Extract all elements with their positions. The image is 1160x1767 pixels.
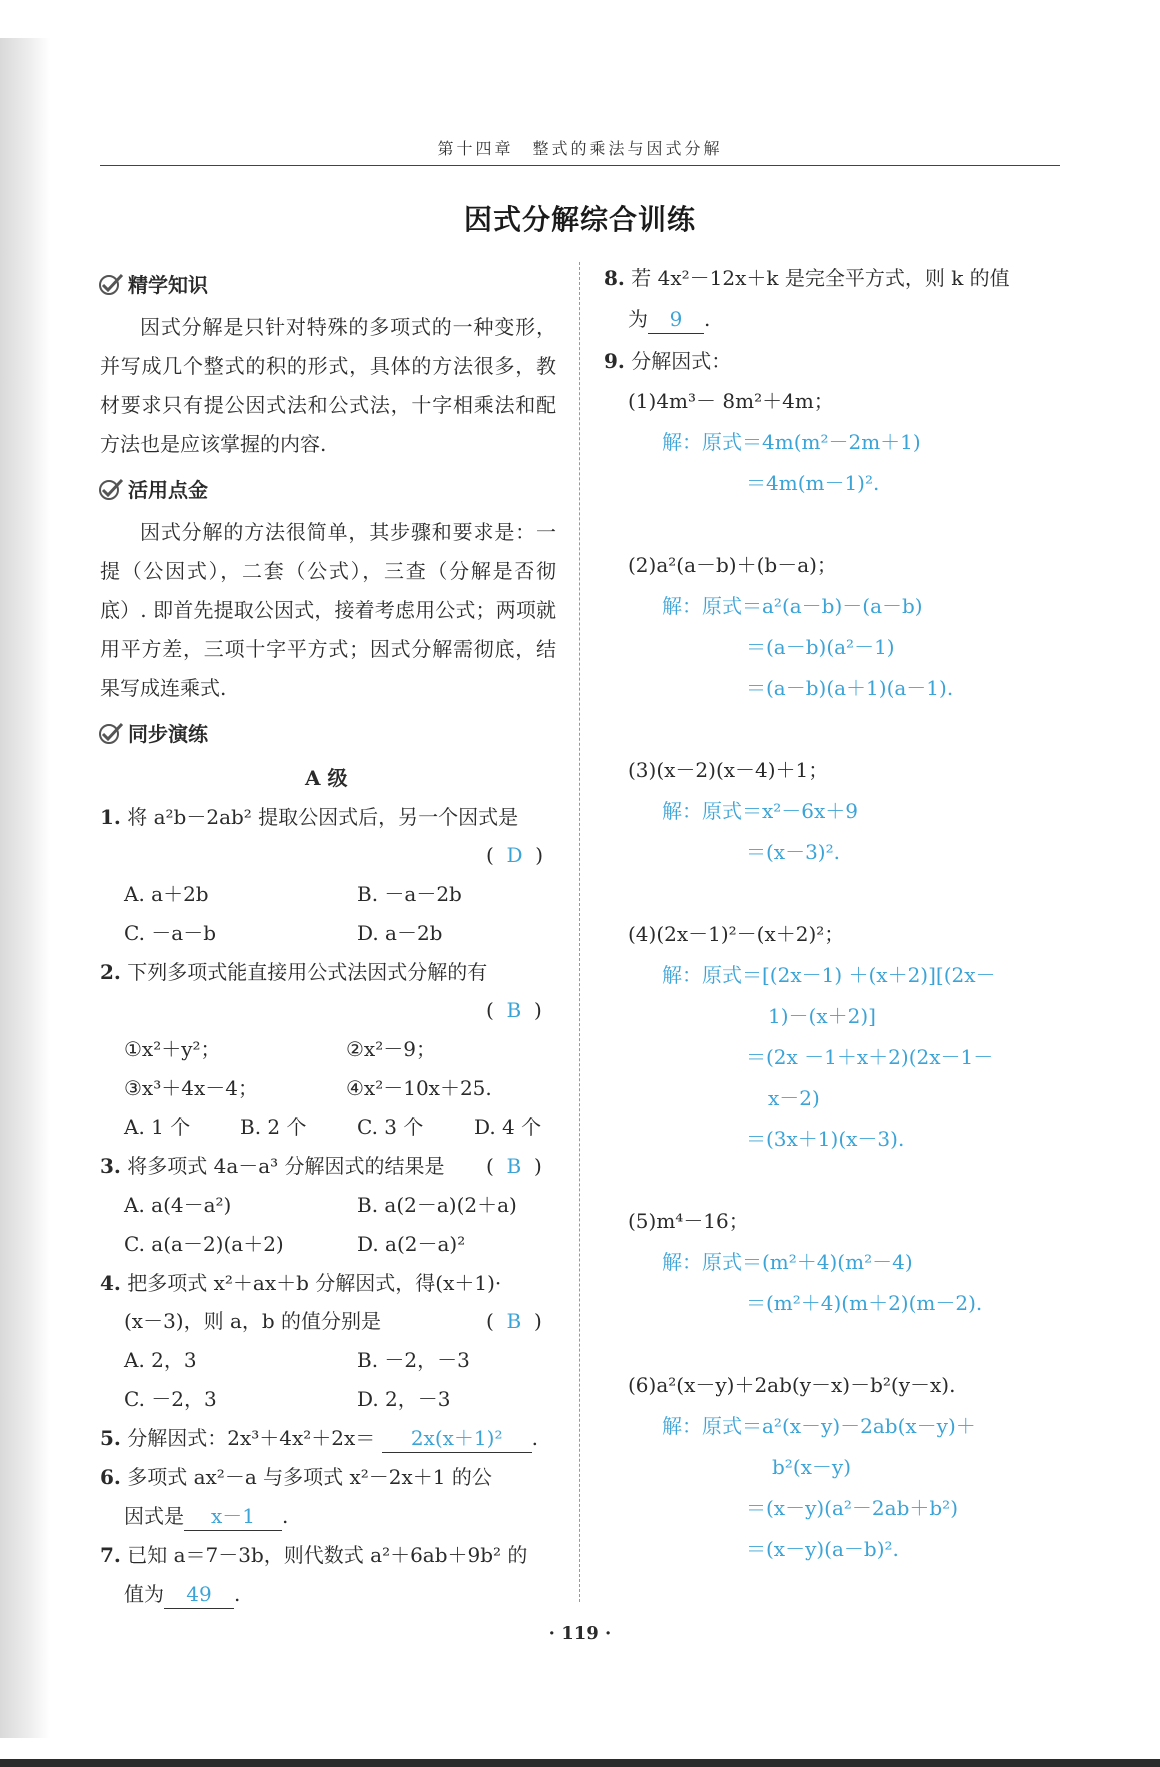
check-badge-icon bbox=[98, 477, 124, 501]
q4-answer: B bbox=[506, 1309, 522, 1333]
section-practice-heading: 同步演练 bbox=[98, 718, 208, 747]
q9-part-4-step: 1)－(x＋2)] bbox=[768, 1004, 876, 1028]
question-6-line-2: 因式是 x－1 . bbox=[124, 1502, 288, 1531]
q2-answer-bracket: ( B ) bbox=[486, 998, 542, 1022]
q9-part-3-step: ＝(x－3)². bbox=[746, 840, 840, 864]
section-tips-heading: 活用点金 bbox=[98, 474, 208, 503]
q9-part-3-solution: 解：原式＝x²－6x＋9 bbox=[662, 799, 859, 823]
question-9: 9. 分解因式： bbox=[604, 349, 732, 373]
question-4: 4. 把多项式 x²＋ax＋b 分解因式，得(x＋1)· bbox=[100, 1271, 502, 1295]
q9-part-6-step: b²(x－y) bbox=[772, 1455, 852, 1479]
q2-item-2: ②x²－9； bbox=[346, 1037, 436, 1061]
header-rule bbox=[100, 165, 1060, 166]
q4-option-d: D. 2，－3 bbox=[357, 1387, 451, 1411]
q3-option-d: D. a(2－a)² bbox=[357, 1232, 466, 1256]
q5-answer-blank: 2x(x＋1)² bbox=[382, 1424, 532, 1453]
tips-paragraph: 因式分解的方法很简单，其步骤和要求是：一提（公因式），二套（公式），三查（分解是否彻底）. 即首先提取公因式，接着考虑用公式；两项就用平方差，三项十字平方式；因式分解需彻底，结果写成连乘式. bbox=[100, 520, 556, 700]
q4-option-b: B. －2，－3 bbox=[357, 1348, 470, 1372]
q3-answer: B bbox=[506, 1154, 522, 1178]
check-badge-icon bbox=[98, 721, 124, 745]
q9-part-1-step: ＝4m(m－1)². bbox=[746, 471, 880, 495]
question-2: 2. 下列多项式能直接用公式法因式分解的有 bbox=[100, 960, 488, 984]
q1-option-c: C. －a－b bbox=[124, 921, 217, 945]
q2-answer: B bbox=[506, 998, 522, 1022]
q9-part-5-solution: 解：原式＝(m²＋4)(m²－4) bbox=[662, 1250, 913, 1274]
question-5: 5. 分解因式：2x³＋4x²＋2x＝ 2x(x＋1)² . bbox=[100, 1424, 538, 1453]
q2-option-d: D. 4 个 bbox=[474, 1115, 542, 1139]
check-badge-icon bbox=[98, 272, 124, 296]
question-8: 8. 若 4x²－12x＋k 是完全平方式，则 k 的值 bbox=[604, 266, 1010, 290]
q9-part-1: (1)4m³－ 8m²＋4m； bbox=[628, 389, 834, 413]
column-divider bbox=[579, 262, 580, 1602]
q9-part-6-step: ＝(x－y)(a²－2ab＋b²) bbox=[746, 1496, 959, 1520]
q4-option-a: A. 2，3 bbox=[124, 1348, 197, 1372]
q9-part-5-step: ＝(m²＋4)(m＋2)(m－2). bbox=[746, 1291, 983, 1315]
binding-shadow bbox=[0, 38, 50, 1738]
q9-part-2-step: ＝(a－b)(a²－1) bbox=[746, 635, 895, 659]
question-1: 1. 将 a²b－2ab² 提取公因式后，另一个因式是 bbox=[100, 805, 519, 829]
q9-part-2-solution: 解：原式＝a²(a－b)－(a－b) bbox=[662, 594, 923, 618]
q9-part-4-solution: 解：原式＝[(2x－1) ＋(x＋2)][(2x－ bbox=[662, 963, 996, 987]
q9-part-2: (2)a²(a－b)＋(b－a)； bbox=[628, 553, 837, 577]
knowledge-paragraph: 因式分解是只针对特殊的多项式的一种变形，并写成几个整式的积的形式，具体的方法很多，教材要求只有提公因式法和公式法，十字相乘法和配方法也是应该掌握的内容. bbox=[100, 315, 556, 456]
q3-answer-bracket: ( B ) bbox=[486, 1154, 542, 1178]
q9-part-4-step: ＝(2x －1＋x＋2)(2x－1－ bbox=[746, 1045, 994, 1069]
chapter-header: 第十四章 整式的乘法与因式分解 bbox=[437, 139, 723, 158]
question-6: 6. 多项式 ax²－a 与多项式 x²－2x＋1 的公 bbox=[100, 1465, 492, 1489]
q8-answer-blank: 9 bbox=[648, 305, 704, 334]
q9-part-6-solution: 解：原式＝a²(x－y)－2ab(x－y)＋ bbox=[662, 1414, 976, 1438]
q3-option-c: C. a(a－2)(a＋2) bbox=[124, 1232, 284, 1256]
q9-part-4-step: x－2) bbox=[768, 1086, 820, 1110]
question-4-line-2: (x－3)，则 a，b 的值分别是 bbox=[124, 1309, 382, 1333]
q1-option-d: D. a－2b bbox=[357, 921, 443, 945]
q9-part-4-step: ＝(3x＋1)(x－3). bbox=[746, 1127, 905, 1151]
q4-answer-bracket: ( B ) bbox=[486, 1309, 542, 1333]
question-7-line-2: 值为 49 . bbox=[124, 1580, 240, 1609]
q3-option-a: A. a(4－a²) bbox=[124, 1193, 232, 1217]
q1-answer: D bbox=[506, 843, 523, 867]
q6-answer-blank: x－1 bbox=[184, 1502, 282, 1531]
q9-part-1-solution: 解：原式＝4m(m²－2m＋1) bbox=[662, 430, 921, 454]
q9-part-6-step: ＝(x－y)(a－b)². bbox=[746, 1537, 899, 1561]
level-label: A 级 bbox=[305, 766, 348, 790]
q2-item-1: ①x²＋y²； bbox=[124, 1037, 221, 1061]
q9-part-2-step: ＝(a－b)(a＋1)(a－1). bbox=[746, 676, 954, 700]
q9-part-6: (6)a²(x－y)＋2ab(y－x)－b²(y－x). bbox=[628, 1373, 956, 1397]
q2-option-b: B. 2 个 bbox=[240, 1115, 307, 1139]
q1-answer-bracket: ( D ) bbox=[486, 843, 544, 867]
q2-option-a: A. 1 个 bbox=[124, 1115, 191, 1139]
q3-option-b: B. a(2－a)(2＋a) bbox=[357, 1193, 517, 1217]
question-3: 3. 将多项式 4a－a³ 分解因式的结果是 bbox=[100, 1154, 445, 1178]
q1-option-a: A. a＋2b bbox=[124, 882, 209, 906]
question-8-line-2: 为 9 . bbox=[628, 305, 710, 334]
question-7: 7. 已知 a＝7－3b，则代数式 a²＋6ab＋9b² 的 bbox=[100, 1543, 528, 1567]
q9-part-4: (4)(2x－1)²－(x＋2)²； bbox=[628, 922, 845, 946]
q9-part-3: (3)(x－2)(x－4)＋1； bbox=[628, 758, 829, 782]
q1-option-b: B. －a－2b bbox=[357, 882, 462, 906]
page-number: · 119 · bbox=[548, 1623, 612, 1644]
q2-option-c: C. 3 个 bbox=[357, 1115, 424, 1139]
page-title: 因式分解综合训练 bbox=[463, 203, 696, 236]
bottom-edge bbox=[0, 1759, 1160, 1767]
q2-item-3: ③x³＋4x－4； bbox=[124, 1076, 258, 1100]
q9-part-5: (5)m⁴－16； bbox=[628, 1209, 749, 1233]
section-knowledge-heading: 精学知识 bbox=[98, 269, 208, 298]
q4-option-c: C. －2，3 bbox=[124, 1387, 217, 1411]
q2-item-4: ④x²－10x＋25. bbox=[346, 1076, 492, 1100]
q7-answer-blank: 49 bbox=[164, 1580, 234, 1609]
